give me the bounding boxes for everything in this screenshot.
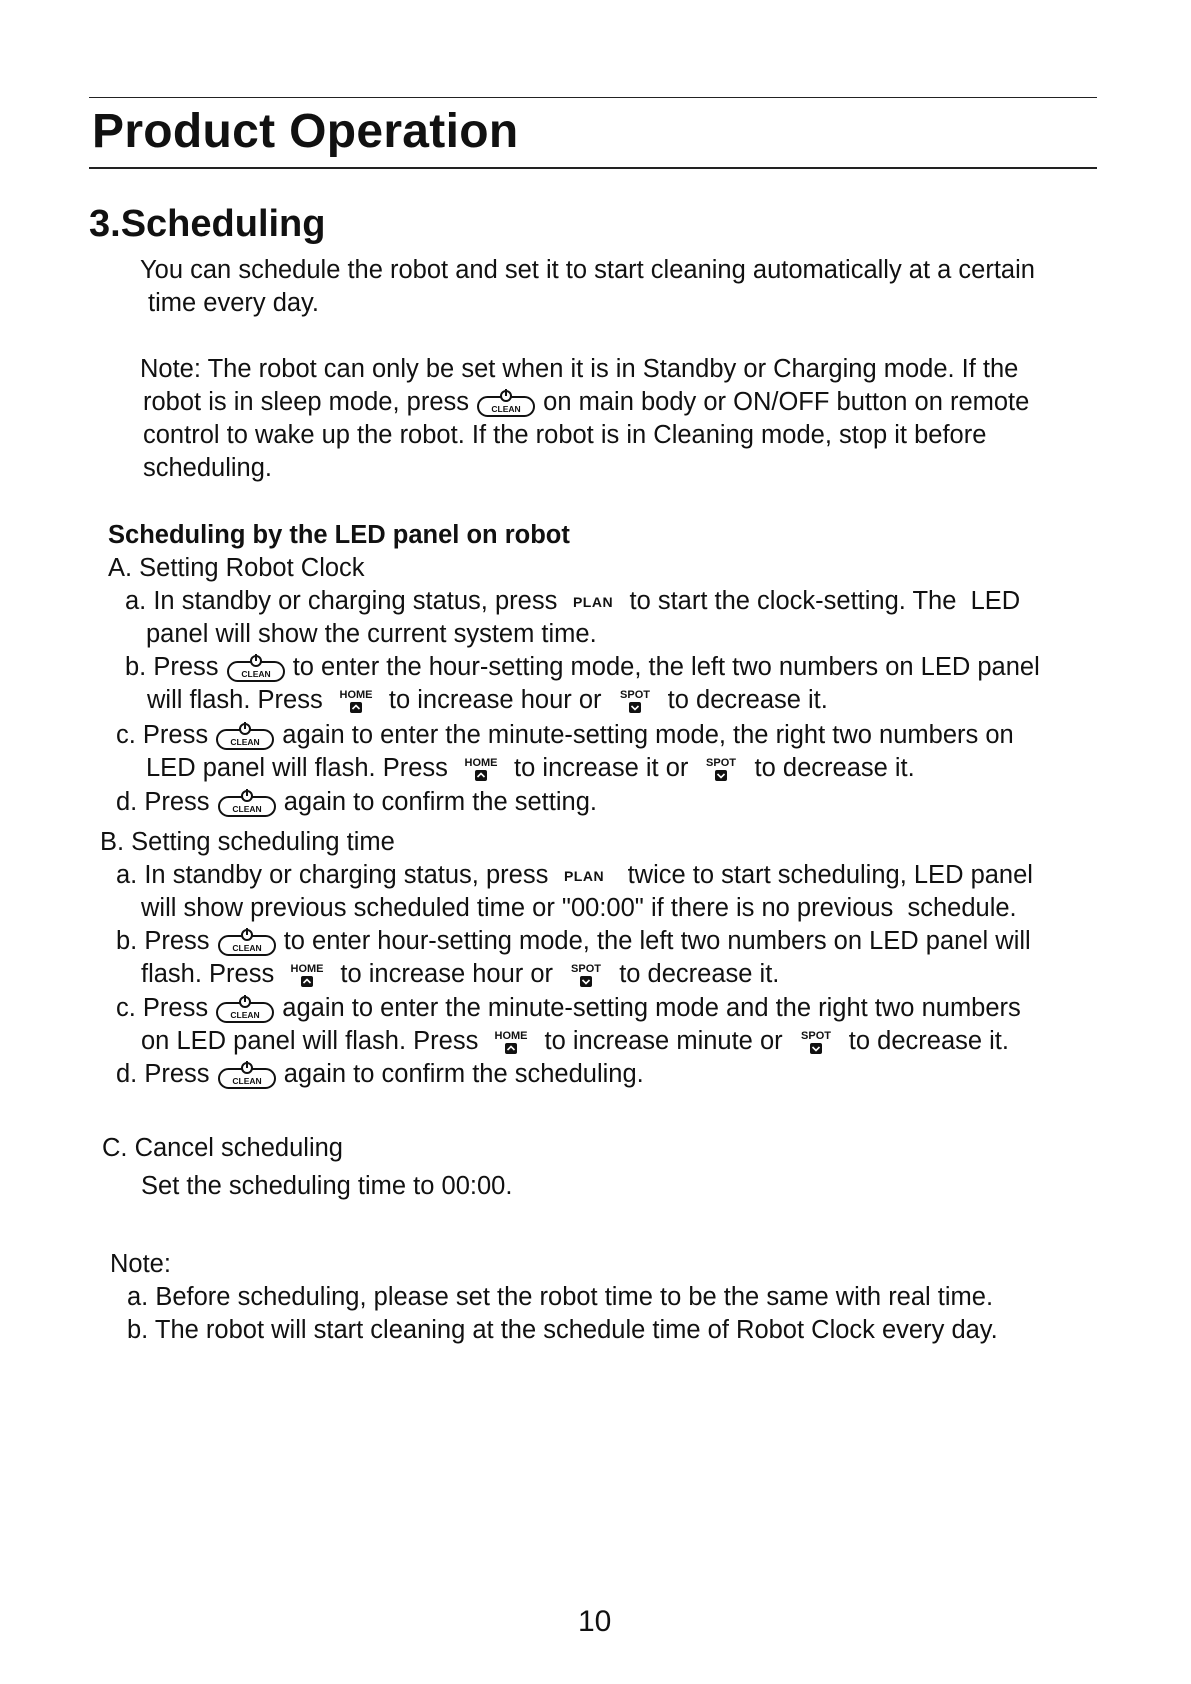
- c-cancel-body: Set the scheduling time to 00:00.: [141, 1172, 513, 1200]
- a-item-a-line1: [125, 585, 1020, 618]
- svg-text:HOME: HOME: [339, 689, 373, 702]
- svg-text:CLEAN: CLEAN: [231, 943, 262, 954]
- text-run: to increase minute or: [537, 1027, 790, 1055]
- text-run: a. In standby or charging status, press: [125, 587, 565, 615]
- notes-item-b: b. The robot will start cleaning at the schedule time of Robot Clock every day.: [127, 1316, 998, 1344]
- svg-text:CLEAN: CLEAN: [240, 669, 271, 680]
- svg-text:CLEAN: CLEAN: [231, 804, 262, 815]
- c-cancel-scheduling: C. Cancel scheduling: [102, 1134, 343, 1162]
- section-title: 3.Scheduling: [89, 203, 326, 245]
- b-item-a-line1: [116, 859, 1033, 892]
- text-run: to decrease it.: [841, 1027, 1009, 1055]
- text-run: to enter the hour-setting mode, the left two numbers on LED panel: [285, 653, 1040, 681]
- text-run: again to enter the minute-setting mode, the right two numbers on: [275, 721, 1014, 749]
- intro-line-2: time every day.: [148, 289, 320, 317]
- text-run: twice to start scheduling, LED panel: [613, 861, 1033, 889]
- top-rule: [89, 97, 1097, 98]
- text-run: d. Press: [116, 1060, 217, 1088]
- home-icon: [455, 755, 507, 783]
- a-item-d-line1: [116, 786, 597, 819]
- a-item-a-line2: [146, 618, 597, 651]
- home-icon: [281, 961, 333, 989]
- spot-icon: [790, 1028, 842, 1056]
- text-run: will flash. Press: [147, 686, 330, 714]
- clean-icon: [217, 1060, 277, 1090]
- text-run: to increase it or: [506, 754, 696, 782]
- clean-icon: [476, 388, 536, 418]
- clean-icon: [215, 721, 275, 751]
- note-line-1: Note: The robot can only be set when it is in Standby or Charging mode. If the: [140, 355, 1019, 383]
- svg-text:CLEAN: CLEAN: [491, 404, 521, 415]
- page-number: 10: [578, 1605, 612, 1638]
- text-run: to decrease it.: [612, 960, 780, 988]
- text-run: c. Press: [116, 994, 216, 1022]
- svg-text:CLEAN: CLEAN: [230, 1010, 260, 1021]
- spot-icon: [609, 687, 661, 715]
- note-line-2: [143, 386, 1029, 419]
- svg-text:PLAN: PLAN: [564, 868, 605, 885]
- a-item-c-line1: [116, 719, 1014, 752]
- home-icon: [330, 687, 382, 715]
- clean-icon: [226, 653, 286, 683]
- notes-title: Note:: [110, 1250, 171, 1278]
- text-run: robot is in sleep mode, press: [143, 388, 477, 416]
- svg-text:SPOT: SPOT: [706, 757, 737, 770]
- text-run: to decrease it.: [660, 686, 828, 714]
- text-run: flash. Press: [141, 960, 282, 988]
- intro-line-1: You can schedule the robot and set it to start cleaning automatically at a certain: [140, 256, 1035, 284]
- text-run: a. In standby or charging status, press: [116, 861, 556, 889]
- b-item-b-line2: [141, 958, 779, 991]
- spot-icon: [695, 755, 747, 783]
- home-icon: [485, 1028, 537, 1056]
- text-run: LED panel will flash. Press: [146, 754, 455, 782]
- text-run: d. Press: [116, 788, 217, 816]
- plan-icon: [564, 592, 622, 612]
- text-run: panel will show the current system time.: [146, 620, 597, 648]
- b-item-a-line2: [141, 892, 1017, 925]
- note-line-4: scheduling.: [143, 454, 273, 482]
- b-item-b-line1: [116, 925, 1031, 958]
- a-item-b-line2: [147, 684, 828, 717]
- text-run: again to confirm the setting.: [276, 788, 597, 816]
- a-setting-robot-clock: A. Setting Robot Clock: [108, 554, 365, 582]
- b-item-c-line2: [141, 1025, 1009, 1058]
- text-run: again to confirm the scheduling.: [276, 1060, 644, 1088]
- text-run: to start the clock-setting. The LED: [622, 587, 1021, 615]
- a-item-c-line2: [146, 752, 915, 785]
- spot-icon: [560, 961, 612, 989]
- svg-text:HOME: HOME: [464, 757, 498, 770]
- text-run: will show previous scheduled time or "00:00" if there is no previous schedule.: [141, 894, 1017, 922]
- text-run: to enter hour-setting mode, the left two numbers on LED panel will: [276, 927, 1031, 955]
- led-panel-heading: Scheduling by the LED panel on robot: [108, 521, 570, 549]
- clean-icon: [217, 788, 277, 818]
- clean-icon: [215, 994, 275, 1024]
- svg-text:SPOT: SPOT: [800, 1030, 831, 1043]
- text-run: b. Press: [116, 927, 217, 955]
- svg-text:CLEAN: CLEAN: [231, 1076, 262, 1087]
- text-run: again to enter the minute-setting mode and the right two numbers: [275, 994, 1021, 1022]
- text-run: on main body or ON/OFF button on remote: [536, 388, 1030, 416]
- title-underline: [89, 167, 1097, 169]
- text-run: to increase hour or: [381, 686, 609, 714]
- notes-item-a: a. Before scheduling, please set the robot time to be the same with real time.: [127, 1283, 994, 1311]
- text-run: to decrease it.: [747, 754, 915, 782]
- svg-text:HOME: HOME: [290, 963, 324, 976]
- b-item-d-line1: [116, 1058, 644, 1091]
- note-line-3: control to wake up the robot. If the robot is in Cleaning mode, stop it before: [143, 421, 987, 449]
- text-run: b. Press: [125, 653, 226, 681]
- svg-text:SPOT: SPOT: [619, 689, 650, 702]
- b-item-c-line1: [116, 992, 1021, 1025]
- svg-text:SPOT: SPOT: [571, 963, 602, 976]
- svg-text:CLEAN: CLEAN: [230, 737, 260, 748]
- a-item-b-line1: [125, 651, 1040, 684]
- svg-text:PLAN: PLAN: [573, 594, 614, 611]
- text-run: on LED panel will flash. Press: [141, 1027, 486, 1055]
- clean-icon: [217, 927, 277, 957]
- page-title: Product Operation: [92, 105, 519, 158]
- text-run: c. Press: [116, 721, 216, 749]
- plan-icon: [555, 866, 613, 886]
- svg-text:HOME: HOME: [494, 1030, 528, 1043]
- b-setting-scheduling-time: B. Setting scheduling time: [100, 828, 395, 856]
- text-run: to increase hour or: [333, 960, 561, 988]
